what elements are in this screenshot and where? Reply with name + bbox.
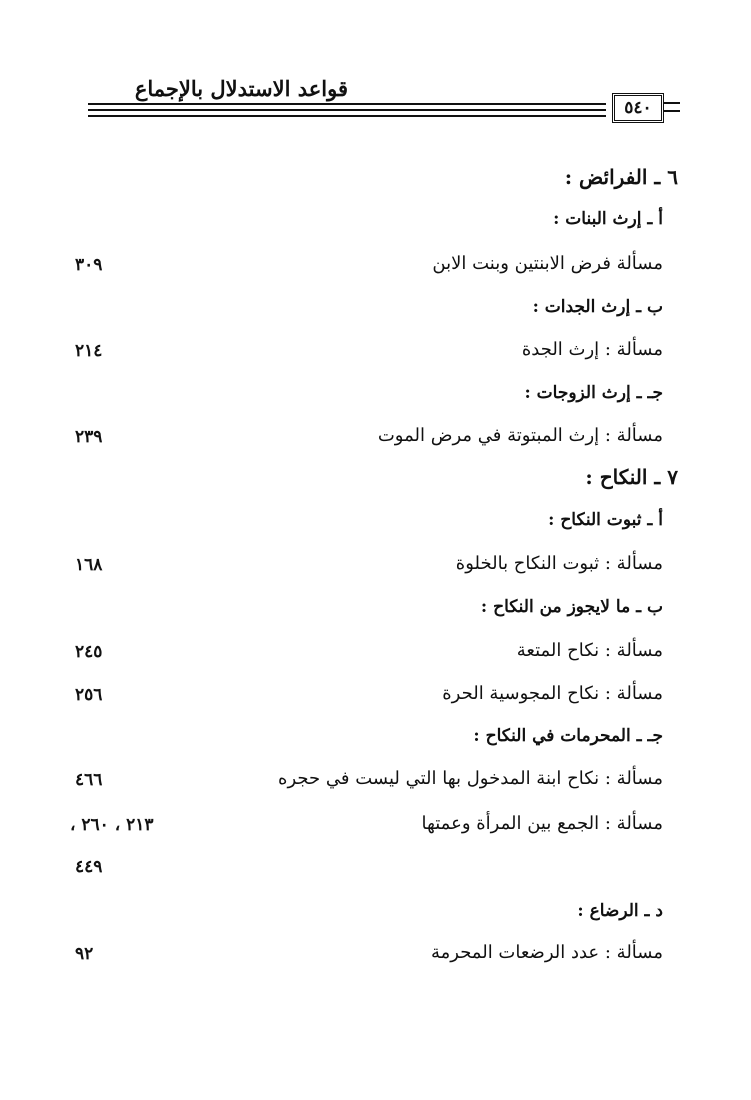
entry-text: مسألة : إرث الجدة: [521, 339, 663, 360]
entry-text: مسألة : إرث المبتوتة في مرض الموت: [377, 425, 663, 446]
subheading-muharramat: جـ ـ المحرمات في النكاح :: [473, 726, 663, 746]
subheading-jaddat: ب ـ إرث الجدات :: [532, 297, 663, 317]
entry-pages: ٤٤٩: [75, 857, 103, 877]
entry-text: مسألة : الجمع بين المرأة وعمتها: [421, 813, 663, 834]
header-rule: [88, 109, 606, 111]
entry-pages: ٢٣٩: [75, 427, 103, 447]
entry-text: مسألة : نكاح المجوسية الحرة: [442, 683, 663, 704]
entry-pages: ٢٤٥: [75, 642, 103, 662]
section-heading-faraid: ٦ ـ الفرائض :: [564, 165, 678, 189]
entry-text: مسألة : ثبوت النكاح بالخلوة: [455, 553, 663, 574]
entry-pages: ١٦٨: [75, 555, 103, 575]
page-header: [88, 72, 680, 122]
book-title: قواعد الاستدلال بالإجماع: [134, 76, 348, 101]
header-rule: [663, 102, 680, 104]
entry-pages: ٣٠٩: [75, 255, 103, 275]
subheading-banat: أ ـ إرث البنات :: [553, 209, 663, 229]
entry-pages: ٢١٣ ، ٢٦٠ ،: [70, 815, 154, 835]
subheading-zawjat: جـ ـ إرث الزوجات :: [524, 383, 663, 403]
subheading-rada: د ـ الرضاع :: [577, 901, 663, 921]
header-rule: [88, 115, 606, 117]
entry-text: مسألة : عدد الرضعات المحرمة: [430, 942, 663, 963]
entry-pages: ٤٦٦: [75, 770, 103, 790]
entry-text: مسألة فرض الابنتين وبنت الابن: [432, 253, 663, 274]
entry-text: مسألة : نكاح ابنة المدخول بها التي ليست في حجره: [278, 768, 663, 789]
entry-pages: ٩٢: [75, 944, 94, 964]
header-rule: [88, 103, 606, 105]
header-rule: [663, 110, 680, 112]
section-heading-nikah: ٧ ـ النكاح :: [585, 465, 678, 489]
entry-pages: ٢١٤: [75, 341, 103, 361]
subheading-ma-la-yajuz: ب ـ ما لايجوز من النكاح :: [480, 597, 663, 617]
entry-text: مسألة : نكاح المتعة: [516, 640, 663, 661]
subheading-thubut: أ ـ ثبوت النكاح :: [548, 510, 663, 530]
page-number: ٥٤٠: [612, 93, 664, 123]
entry-pages: ٢٥٦: [75, 685, 103, 705]
